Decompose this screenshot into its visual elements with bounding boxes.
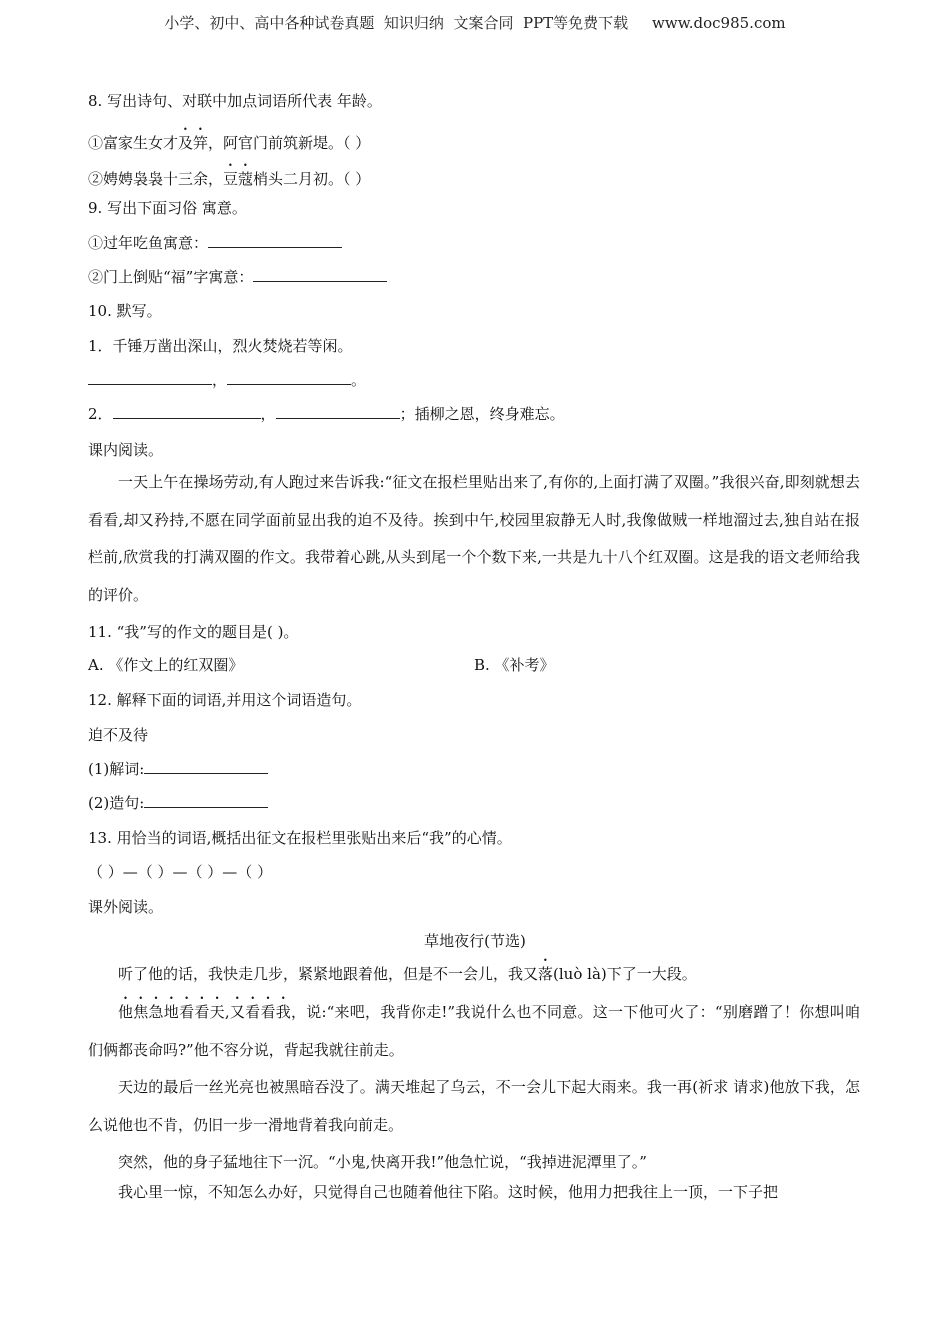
q9-item-2	[88, 267, 387, 287]
q12-stem: 12. 解释下面的词语,并用这个词语造句。	[88, 691, 362, 709]
q9-stem: 9. 写出下面习俗 寓意。	[88, 199, 247, 217]
q13-blanks[interactable]: （ ）—（ ）—（ ）—（ ）	[88, 863, 273, 881]
p1-dotted-char: 落	[538, 965, 554, 983]
q9-item-2-blank[interactable]	[253, 267, 387, 282]
q9-item-1-blank[interactable]	[208, 233, 342, 248]
q10-comma-1: ，	[212, 371, 228, 389]
outclass-paragraph-4: 突然，他的身子猛地往下一沉。“小鬼,快离开我!”他急忙说，“我掉进泥潭里了。”	[118, 1153, 647, 1171]
q8-item-2-post: 梢头二月初。（ ）	[253, 170, 371, 188]
q9-item-2-label: ②门上倒贴“福”字寓意：	[88, 268, 254, 286]
q12-line-1-label: (1)解词:	[88, 760, 145, 778]
inclass-passage: 一天上午在操场劳动,有人跑过来告诉我:“征文在报栏里贴出来了,有你的,上面打满了双圈。”我很兴奋,即刻就想去看看,却又矜持,不愿在同学面前显出我的迫不及待。挨到中午,校园里寂静无人时,我像做贼一样地溜过去,独自站在报栏前,欣赏我的打满双圈的作文。我带着心跳,从头到尾一个个数下来,一共是九十八个红双圈。这是我的语文老师给我的评价。	[88, 473, 860, 604]
q12-word: 迫不及待	[88, 726, 149, 744]
q9-item-1-label: ①过年吃鱼寓意：	[88, 234, 209, 252]
q10-line-2	[88, 370, 366, 390]
q10-blank-1[interactable]	[88, 370, 212, 385]
q8-item-2-pre: ②娉娉袅袅十三余，	[88, 170, 224, 188]
q12-line-1	[88, 759, 268, 779]
q12-blank-1[interactable]	[144, 759, 268, 774]
q8-item-1-post: ，阿官门前筑新堤。（ ）	[208, 134, 371, 152]
q8-item-1-pre: ①富家生女才	[88, 134, 179, 152]
q10-comma-2: ，	[260, 405, 276, 423]
inclass-label: 课内阅读。	[88, 441, 164, 459]
page-header: 小学、初中、高中各种试卷真题 知识归纳 文案合同 PPT等免费下载 www.doc985.com	[164, 14, 786, 32]
outclass-paragraph-1	[88, 956, 860, 994]
p2-dotted-phrase: 他焦急地看看天,又看看我	[118, 1003, 291, 1021]
q8-item-1	[88, 125, 370, 153]
q11-option-a[interactable]: A. 《作文上的红双圈》	[88, 656, 244, 674]
q9-item-1	[88, 233, 342, 253]
q10-line-3	[88, 404, 565, 424]
q10-line-1: 1．千锤万凿出深山，烈火焚烧若等闲。	[88, 337, 353, 355]
q13-stem: 13. 用恰当的词语,概括出征文在报栏里张贴出来后“我”的心情。	[88, 829, 512, 847]
q11-stem: 11. “我”写的作文的题目是( )。	[88, 623, 299, 641]
q8-item-2	[88, 161, 370, 189]
q10-line-3-post: ；插柳之恩，终身难忘。	[399, 405, 565, 423]
outclass-paragraph-5: 我心里一惊，不知怎么办好，只觉得自己也随着他往下陷。这时候，他用力把我往上一顶，一下子把	[118, 1183, 779, 1201]
q8-item-2-dotted: 豆蔻	[223, 170, 254, 188]
q8-stem: 8. 写出诗句、对联中加点词语所代表 年龄。	[88, 92, 382, 110]
q11-option-b[interactable]: B. 《补考》	[474, 656, 555, 674]
p1-post: (luò là)下了一大段。	[553, 965, 697, 983]
q10-blank-3[interactable]	[113, 404, 261, 419]
q12-line-2	[88, 793, 268, 813]
q12-blank-2[interactable]	[144, 793, 268, 808]
outclass-paragraph-2	[88, 994, 860, 1069]
outclass-title: 草地夜行(节选)	[424, 932, 526, 950]
p2-post: ，说:“来吧，我背你走!”我说什么也不同意。这一下他可火了：“别磨蹭了！你想叫咱们俩都丧命吗?”他不容分说，背起我就往前走。	[88, 1003, 860, 1059]
outclass-label: 课外阅读。	[88, 898, 164, 916]
q10-line-3-num: 2．	[88, 405, 113, 423]
q12-line-2-label: (2)造句:	[88, 794, 145, 812]
q10-blank-4[interactable]	[276, 404, 400, 419]
outclass-paragraph-3: 天边的最后一丝光亮也被黑暗吞没了。满天堆起了乌云，不一会儿下起大雨来。我一再(祈求 请求)他放下我，怎么说他也不肯，仍旧一步一滑地背着我向前走。	[88, 1078, 860, 1134]
p1-pre: 听了他的话，我快走几步，紧紧地跟着他，但是不一会儿，我又	[118, 965, 539, 983]
q10-blank-2[interactable]	[227, 370, 351, 385]
q10-period: 。	[351, 371, 367, 389]
q10-stem: 10. 默写。	[88, 302, 162, 320]
q8-item-1-dotted: 及笄	[178, 134, 209, 152]
